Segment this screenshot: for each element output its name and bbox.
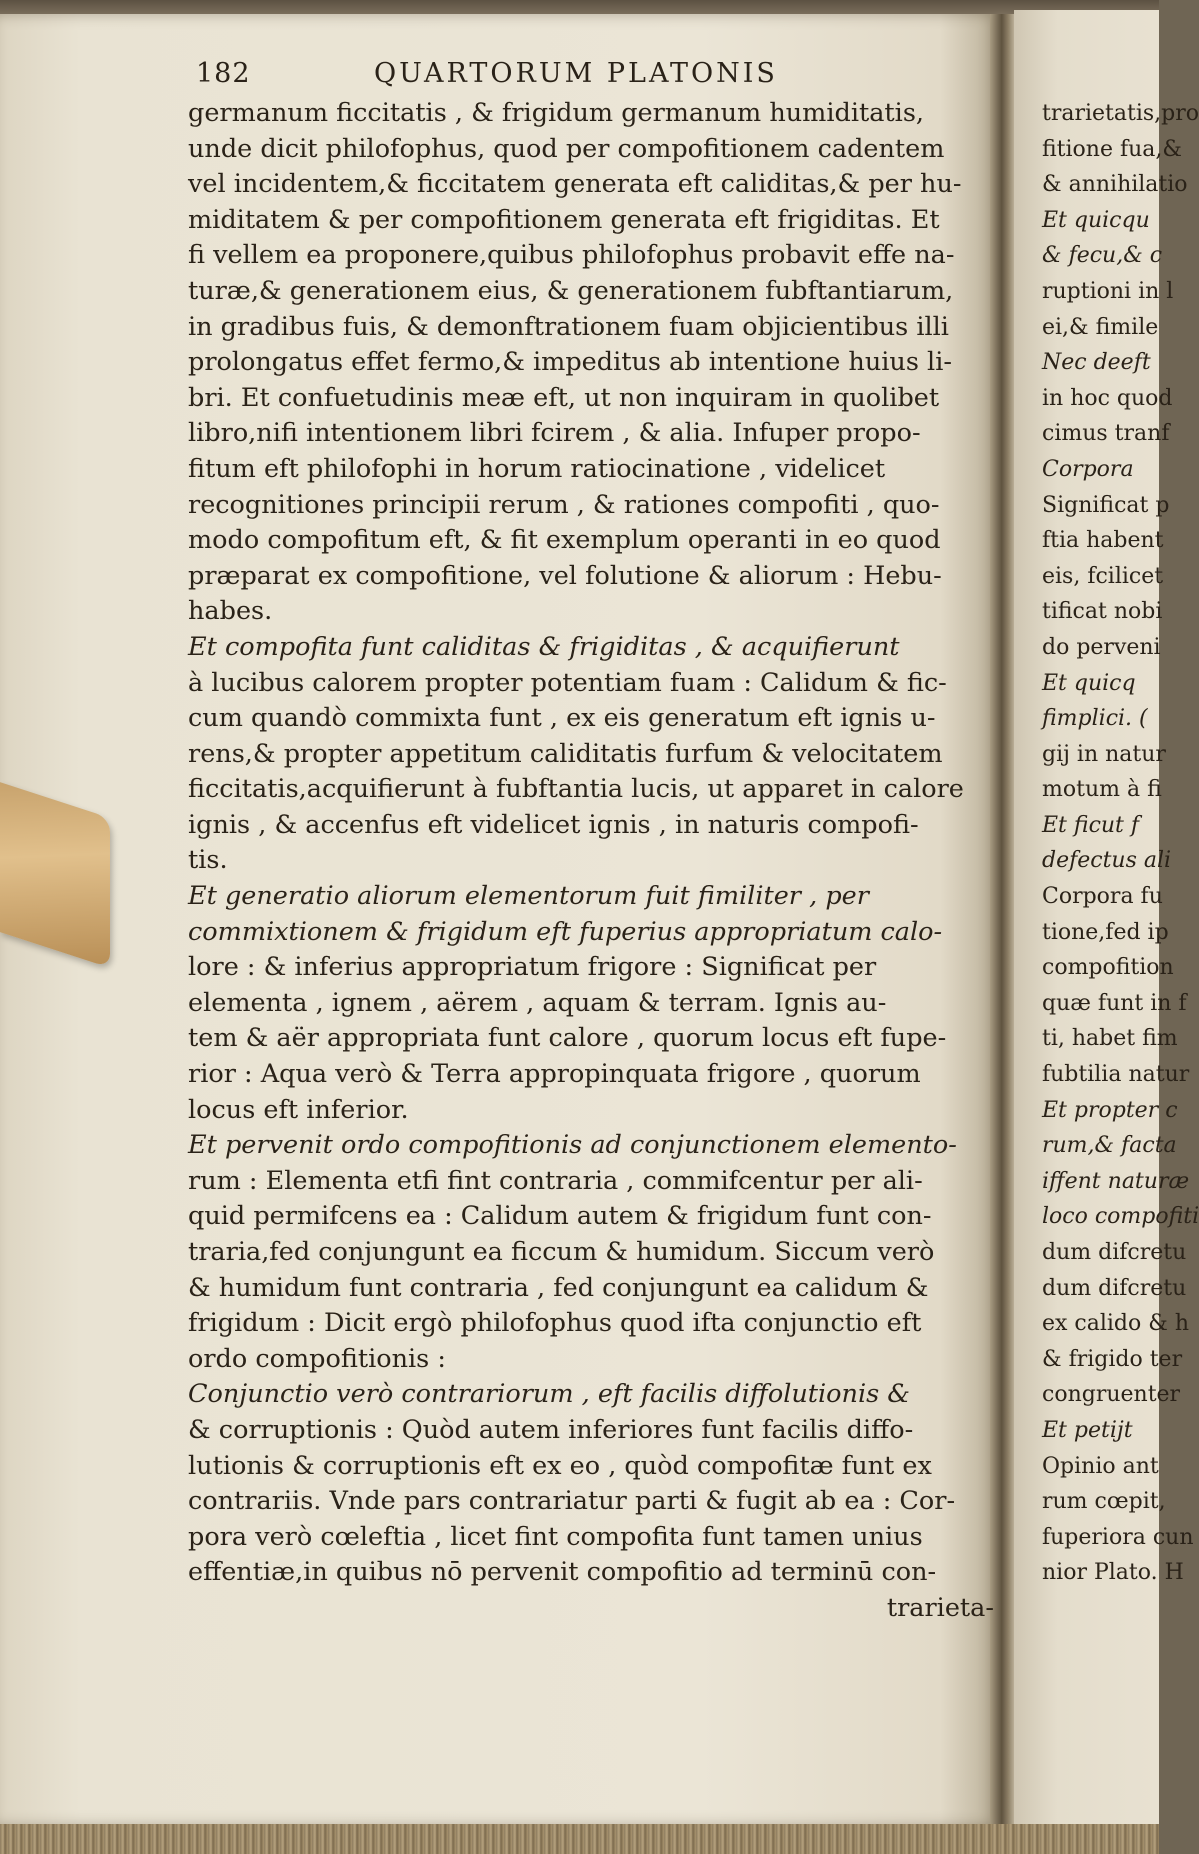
text-line: in gradibus fuis, & demonftrationem fuam objicientibus illi [188, 311, 949, 342]
text-line: & frigido ter [1042, 1346, 1183, 1372]
text-line: contrariis. Vnde pars contrariatur parti & fugit ab ea : Cor- [188, 1486, 956, 1517]
text-line: & corruptionis : Quòd autem inferiores funt facilis diffo- [188, 1414, 914, 1445]
text-line: Corpora [1042, 456, 1134, 482]
text-line: Significat p [1042, 492, 1170, 518]
text-line: ei,& fimile [1042, 314, 1159, 340]
text-line: cimus tranf [1042, 421, 1170, 447]
text-line: Et generatio aliorum elementorum fuit fimiliter , per [188, 881, 869, 912]
text-line: elementa , ignem , aërem , aquam & terram. Ignis au- [188, 987, 887, 1018]
text-line: fitione fua,& [1042, 136, 1182, 162]
text-line: in hoc quod [1042, 385, 1173, 411]
text-line: nior Plato. H [1042, 1560, 1184, 1586]
text-line: gij in natur [1042, 741, 1166, 767]
text-line: Corpora fu [1042, 884, 1163, 910]
text-line: Et compofita funt caliditas & frigiditas , & acquifierunt [188, 631, 900, 662]
text-line: effentiæ,in quibus nō pervenit compofitio ad terminū con- [188, 1557, 937, 1588]
text-line: rum,& facta [1042, 1133, 1177, 1159]
text-line: tione,fed ip [1042, 919, 1169, 945]
text-line: lore : & inferius appropriatum frigore : Significat per [188, 952, 877, 983]
text-line: miditatem & per compofitionem generata eft frigiditas. Et [188, 204, 940, 235]
text-line: rior : Aqua verò & Terra appropinquata frigore , quorum [188, 1059, 921, 1090]
text-line: ti, habet fim [1042, 1026, 1178, 1052]
text-line: tis. [188, 845, 228, 876]
text-line: Et quicqu [1042, 207, 1150, 233]
text-line: compofition [1042, 955, 1174, 981]
text-line: ignis , & accenfus eft videlicet ignis , in naturis compofi- [188, 809, 919, 840]
text-line: bri. Et confuetudinis meæ eft, ut non inquiram in quolibet [188, 382, 940, 413]
text-line: cum quandò commixta funt , ex eis generatum eft ignis u- [188, 703, 936, 734]
text-line: lutionis & corruptionis eft ex eo , quòd compofitæ funt ex [188, 1450, 932, 1481]
text-line: fitum eft philofophi in horum ratiocinatione , videlicet [188, 453, 886, 484]
text-line: vel incidentem,& ficcitatem generata eft caliditas,& per hu- [188, 169, 962, 200]
text-line: Et pervenit ordo compofitionis ad conjunctionem elemento- [188, 1130, 957, 1161]
text-line: & fecu,& c [1042, 243, 1163, 269]
text-line: præparat ex compofitione, vel folutione & aliorum : Hebu- [188, 560, 942, 591]
text-line: habes. [188, 596, 273, 627]
left-page-text [188, 96, 994, 1627]
text-line: iffent naturæ [1042, 1168, 1190, 1194]
text-line: quæ funt in f [1042, 990, 1187, 1016]
text-line: Et quicq [1042, 670, 1136, 696]
text-line: commixtionem & frigidum eft fuperius appropriatum calo- [188, 916, 943, 947]
text-line: dum difcretu [1042, 1275, 1187, 1301]
text-line: congruenter [1042, 1382, 1181, 1408]
text-line: ficcitatis,acquifierunt à fubftantia lucis, ut apparet in calore [188, 774, 964, 805]
text-line: rum : Elementa etfi fint contraria , commifcentur per ali- [188, 1165, 923, 1196]
text-line: do perveni [1042, 634, 1161, 660]
text-line: traria,fed conjungunt ea ficcum & humidum. Siccum verò [188, 1237, 935, 1267]
text-line: Opinio ant [1042, 1453, 1159, 1479]
text-line: fimplici. ( [1042, 706, 1148, 732]
text-line: unde dicit philofophus, quod per compofitionem cadentem [188, 133, 945, 164]
text-line: pora verò cœleftia , licet fint compofita funt tamen unius [188, 1521, 923, 1552]
text-line: rens,& propter appetitum caliditatis furfum & velocitatem [188, 738, 943, 769]
text-line: ruptioni in l [1042, 278, 1174, 304]
text-line: prolongatus effet fermo,& impeditus ab intentione huius li- [188, 347, 952, 378]
text-line: turæ,& generationem eius, & generationem fubftantiarum, [188, 275, 954, 306]
text-line: Nec deeft [1042, 350, 1151, 376]
page-number: 182 [196, 58, 251, 89]
text-line: locus eft inferior. [188, 1094, 409, 1125]
text-line: loco compofiti [1042, 1204, 1199, 1230]
text-line: recognitiones principii rerum , & rationes compofiti , quo- [188, 489, 940, 520]
text-line: rum cœpit, [1042, 1489, 1166, 1515]
text-line: ex calido & h [1042, 1311, 1189, 1337]
text-line: fi vellem ea proponere,quibus philofophus probavit effe na- [188, 240, 955, 271]
text-line: Et ficut f [1042, 812, 1140, 838]
text-line: ftia habent [1042, 528, 1164, 554]
text-line: germanum ficcitatis , & frigidum germanum humiditatis, [188, 98, 925, 128]
text-line: à lucibus calorem propter potentiam fuam : Calidum & fic- [188, 667, 947, 698]
text-line: tificat nobi [1042, 599, 1163, 625]
text-line: Conjunctio verò contrariorum , eft facilis diffolutionis & [188, 1379, 910, 1410]
text-line: & annihilatio [1042, 172, 1188, 198]
text-line: fubtilia natur [1042, 1062, 1190, 1088]
text-line: libro,nifi intentionem libri fcirem , & alia. Infuper propo- [188, 418, 921, 449]
text-line: motum à fi [1042, 777, 1162, 803]
text-line: trarieta- [886, 1592, 994, 1623]
running-title: QUARTORUM PLATONIS [374, 58, 778, 89]
text-line: ordo compofitionis : [188, 1343, 446, 1374]
text-line: trarietatis,pro [1042, 101, 1199, 126]
text-line: dum difcretu [1042, 1240, 1187, 1265]
right-page-text [1042, 96, 1199, 1591]
text-line: Et propter c [1042, 1097, 1178, 1123]
text-line: modo compofitum eft, & fit exemplum operanti in eo quod [188, 525, 941, 556]
book-bottom-edge [0, 1824, 1159, 1854]
text-line: eis, fcilicet [1042, 563, 1164, 589]
text-line: & humidum funt contraria , fed conjungunt ea calidum & [188, 1272, 929, 1303]
text-line: tem & aër appropriata funt calore , quorum locus eft fupe- [188, 1023, 947, 1054]
text-line: fuperiora cun [1042, 1524, 1194, 1550]
text-line: defectus ali [1042, 848, 1172, 874]
text-line: frigidum : Dicit ergò philofophus quod ifta conjunctio eft [188, 1308, 922, 1339]
text-line: quid permifcens ea : Calidum autem & frigidum funt con- [188, 1201, 932, 1232]
text-line: Et petijt [1042, 1417, 1133, 1443]
